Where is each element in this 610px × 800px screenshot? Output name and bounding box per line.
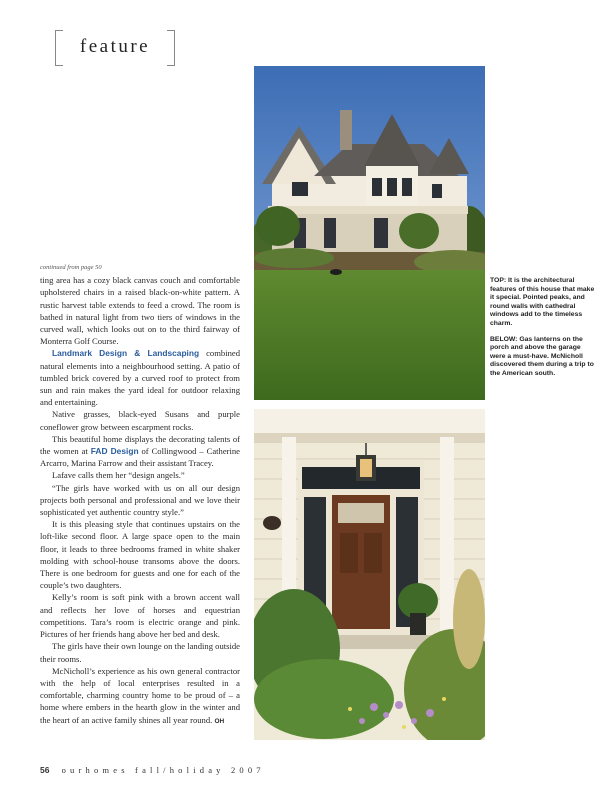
paragraph [40, 347, 240, 408]
paragraph [40, 665, 240, 728]
caption-top: TOP: It is the architectural features of this house that make it special. Pointed peaks, and round walls with cathedral windows add to the timeless charm. [490, 277, 595, 327]
end-mark: OH [214, 717, 225, 725]
article-body [40, 262, 240, 728]
paragraph [40, 433, 240, 470]
company-name-fad: FAD Design [90, 446, 139, 457]
company-name-landmark: Landmark Design & Landscaping [52, 348, 200, 359]
section-title: feature [79, 36, 151, 57]
paragraph: Native grasses, black-eyed Susans and purple coneflower grow between escarpment rocks. [40, 409, 240, 432]
paragraph: ting area has a cozy black canvas couch and comfortable upholstered chairs in a raised black-on-white pattern. A rustic harvest table extends to feed a crowd. The room is bathed in natural light from two tiers of windows in the curved wall, which looks out on to the third fairway of Monterra Golf Course. [40, 275, 240, 347]
paragraph: It is this pleasing style that continues upstairs on the loft-like second floor. A large space open to the main floor, it leads to three bedrooms framed in white shaker molding with school-house transoms above the doors. There is one bedroom for guests and one for each of the couple’s two daughters. [40, 519, 240, 591]
paragraph: The girls have their own lounge on the landing outside their rooms. [40, 641, 240, 664]
front-door-illustration [254, 409, 485, 740]
house-exterior-photo [254, 66, 485, 400]
caption-bottom: BELOW: Gas lanterns on the porch and above the garage were a must-have. McNicholl discovered them during a trip to the American south. [490, 335, 594, 377]
paragraph-text: combined natural elements into a neighbourhood setting. A patio of tumbled brick covered by a curved roof to protect from sun and rain makes the yard ideal for outdoor relaxing and entertaining. [40, 348, 240, 408]
continued-note: continued from page 50 [40, 264, 102, 271]
photo-captions [490, 277, 595, 386]
paragraph: Kelly’s room is soft pink with a brown accent wall and reflects her love of horses and equestrian competitions. Tara’s room is electric orange and pink. Pictures of her friends hang above her bed and desk. [40, 592, 240, 640]
front-door-photo [254, 409, 485, 740]
paragraph-text: This beautiful home displays the decorating talents of the women at [40, 433, 240, 457]
section-header [55, 30, 175, 66]
page-number: 56 [40, 765, 50, 775]
page-footer [40, 765, 265, 775]
house-exterior-illustration [254, 66, 485, 400]
paragraph-text: of Collingwood – Catherine Arcarro, Marina Farrow and their assistant Tracey. [40, 446, 241, 469]
magazine-issue: ourhomes fall/holiday 2007 [61, 765, 265, 775]
paragraph-text: McNicholl’s experience as his own general contractor with the help of local enterprises resulted in a comfortable, charming country home to be proud of – a home where embers in the hearth glow in the winter and the heart of an active family shines all year round. [40, 665, 240, 725]
paragraph: Lafave calls them her “design angels.” [52, 470, 185, 481]
paragraph: “The girls have worked with us on all our design projects both personal and professional and we love their sophisticated yet authentic country style.” [40, 482, 240, 518]
